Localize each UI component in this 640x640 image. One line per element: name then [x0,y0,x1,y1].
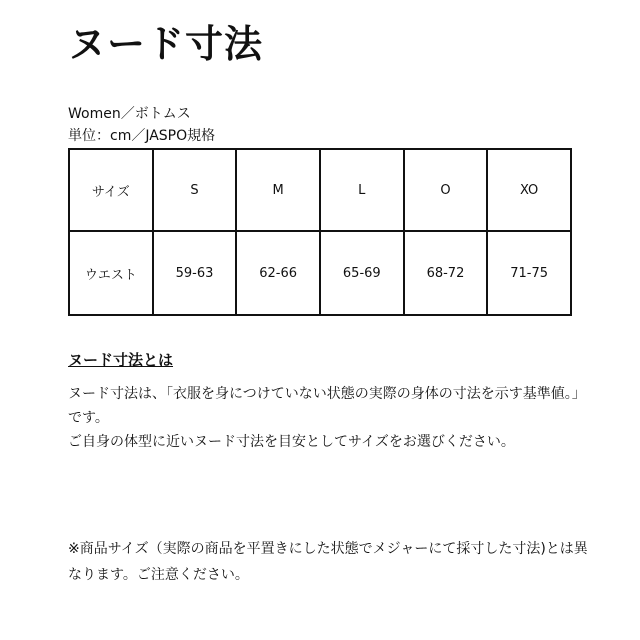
guidance-paragraph: ご自身の体型に近いヌード寸法を目安としてサイズをお選びください。 [68,434,515,450]
explanation-paragraph: ヌード寸法は、「衣服を身につけていない状態の実際の身体の寸法を示す基準値。」です。 [68,386,586,426]
size-cell-l: L [320,149,404,231]
waist-cell-s: 59-63 [153,231,237,315]
size-cell-m: M [236,149,320,231]
disclaimer-note: ※商品サイズ（実際の商品を平置きにした状態でメジャーにて採寸した寸法)とは異なります。ご注意ください。 [68,541,588,583]
waist-cell-m: 62-66 [236,231,320,315]
size-cell-s: S [153,149,237,231]
page-title: ヌード寸法 [68,22,264,66]
unit-label: 単位：cm／JASPO規格 [68,128,216,144]
size-header-cell: サイズ [69,149,153,231]
size-cell-xo: XO [487,149,571,231]
waist-cell-l: 65-69 [320,231,404,315]
section-heading: ヌード寸法とは [68,351,174,369]
size-row [69,149,571,231]
waist-row [69,231,571,315]
size-table [68,148,572,316]
category-label: Women／ボトムス [68,106,191,122]
explanation-section [68,348,588,454]
waist-header-cell: ウエスト [69,231,153,315]
waist-cell-o: 68-72 [404,231,488,315]
waist-cell-xo: 71-75 [487,231,571,315]
size-cell-o: O [404,149,488,231]
